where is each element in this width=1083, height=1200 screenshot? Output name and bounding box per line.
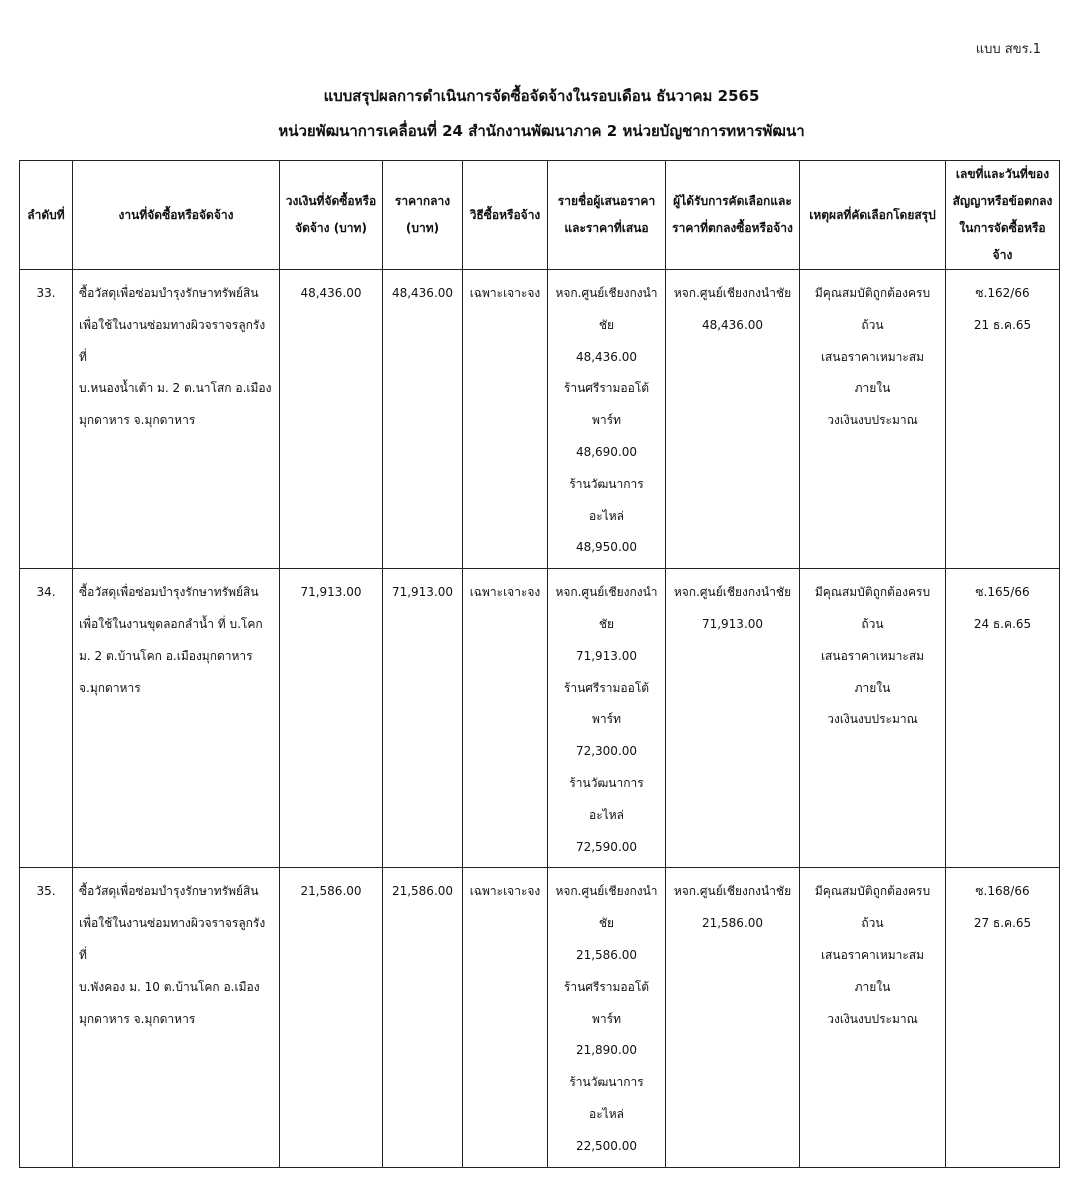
cell-item-line: บ.พังคอง ม. 10 ต.บ้านโคก อ.เมือง	[79, 979, 260, 994]
cell-reason-line: มีคุณสมบัติถูกต้องครบถ้วน	[814, 884, 931, 931]
cell-median-price: 71,913.00	[383, 569, 463, 868]
header-budget-line: วงเงินที่จัดซื้อหรือ	[285, 194, 377, 208]
cell-item	[73, 569, 280, 868]
cell-budget: 48,436.00	[280, 270, 383, 569]
cell-bidders-line: 22,500.00	[575, 1138, 638, 1153]
header-contract-line: สัญญาหรือข้อตกลง	[952, 194, 1053, 208]
cell-contract-line: ซ.165/66	[975, 585, 1030, 600]
cell-method: เฉพาะเจาะจง	[463, 569, 548, 868]
cell-no: 35.	[20, 868, 73, 1167]
header-median-price	[383, 161, 463, 270]
cell-item-line: เพื่อใช้ในงานซ่อมทางผิวจราจรลูกรัง ที่	[79, 916, 266, 962]
cell-reason-line: วงเงินงบประมาณ	[827, 413, 918, 428]
cell-bidders-line: 48,690.00	[575, 444, 638, 459]
cell-item-line: จ.มุกดาหาร	[79, 680, 141, 695]
cell-item-line: มุกดาหาร จ.มุกดาหาร	[79, 1011, 196, 1026]
cell-winner-line: หจก.ศูนย์เชียงกงนำชัย	[673, 585, 792, 600]
cell-bidders-line: 71,913.00	[575, 648, 638, 663]
header-contract-line: เลขที่และวันที่ของ	[955, 167, 1050, 181]
header-item-line: งานที่จัดซื้อหรือจัดจ้าง	[118, 207, 234, 222]
cell-reason-line: มีคุณสมบัติถูกต้องครบถ้วน	[814, 286, 931, 332]
cell-budget: 21,586.00	[280, 868, 383, 1167]
header-reason-line: เหตุผลที่คัดเลือกโดยสรุป	[809, 207, 936, 222]
header-budget-line: จัดจ้าง (บาท)	[295, 221, 367, 235]
cell-winner	[666, 868, 800, 1167]
cell-reason-line: เสนอราคาเหมาะสมภายใน	[820, 947, 925, 994]
cell-bidders-line: ร้านศรีรามออโต้พาร์ท	[563, 381, 650, 428]
cell-winner-line: 21,586.00	[701, 916, 764, 931]
cell-item	[73, 270, 280, 569]
cell-item-line: มุกดาหาร จ.มุกดาหาร	[79, 413, 196, 428]
cell-contract	[946, 569, 1060, 868]
cell-method: เฉพาะเจาะจง	[463, 868, 548, 1167]
cell-bidders-line: 21,890.00	[575, 1043, 638, 1058]
header-contract	[946, 161, 1060, 270]
cell-bidders	[548, 569, 666, 868]
cell-contract-line: ซ.162/66	[975, 286, 1030, 300]
table-header-row	[20, 161, 1060, 270]
cell-reason-line: เสนอราคาเหมาะสมภายใน	[820, 349, 925, 396]
cell-reason	[800, 569, 946, 868]
cell-contract-line: 24 ธ.ค.65	[973, 616, 1032, 631]
procurement-table	[19, 160, 1060, 1168]
header-no-line: ลำดับที่	[27, 207, 65, 222]
header-winner-line: ราคาที่ตกลงซื้อหรือจ้าง	[672, 221, 793, 235]
cell-reason-line: วงเงินงบประมาณ	[827, 1011, 918, 1026]
cell-contract-line: 21 ธ.ค.65	[973, 317, 1032, 332]
table-row	[20, 270, 1060, 569]
cell-winner	[666, 270, 800, 569]
cell-contract-line: 27 ธ.ค.65	[973, 916, 1032, 931]
cell-item-line: ซื้อวัสดุเพื่อซ่อมบำรุงรักษาทรัพย์สิน	[79, 585, 259, 600]
cell-method: เฉพาะเจาะจง	[463, 270, 548, 569]
cell-bidders-line: หจก.ศูนย์เชียงกงนำชัย	[555, 884, 658, 931]
header-winner-line: ผู้ได้รับการคัดเลือกและ	[673, 194, 792, 208]
cell-item-line: ซื้อวัสดุเพื่อซ่อมบำรุงรักษาทรัพย์สิน	[79, 884, 259, 899]
cell-reason-line: มีคุณสมบัติถูกต้องครบถ้วน	[814, 585, 931, 631]
header-contract-line: ในการจัดซื้อหรือจ้าง	[959, 221, 1046, 262]
cell-bidders-line: ร้านศรีรามออโต้พาร์ท	[563, 979, 650, 1026]
cell-item-line: บ.หนองน้ำเต้า ม. 2 ต.นาโสก อ.เมือง	[79, 381, 272, 396]
cell-winner-line: 48,436.00	[701, 317, 764, 332]
cell-reason	[800, 868, 946, 1167]
table-row	[20, 569, 1060, 868]
cell-bidders-line: ร้านวัฒนาการอะไหล่	[569, 476, 644, 523]
cell-median-price: 21,586.00	[383, 868, 463, 1167]
cell-bidders-line: หจก.ศูนย์เชียงกงนำชัย	[555, 286, 658, 332]
header-winner	[666, 161, 800, 270]
header-bidders-line: และราคาที่เสนอ	[564, 221, 649, 235]
cell-bidders-line: 72,300.00	[575, 744, 638, 759]
cell-budget: 71,913.00	[280, 569, 383, 868]
header-bidders-line: รายชื่อผู้เสนอราคา	[557, 194, 656, 208]
header-method	[463, 161, 548, 270]
table-row	[20, 868, 1060, 1167]
cell-winner-line: 71,913.00	[701, 616, 764, 631]
cell-median-price: 48,436.00	[383, 270, 463, 569]
cell-winner-line: หจก.ศูนย์เชียงกงนำชัย	[673, 286, 792, 300]
cell-bidders-line: ร้านศรีรามออโต้พาร์ท	[563, 680, 650, 727]
cell-bidders	[548, 868, 666, 1167]
header-median-price-line: ราคากลาง	[394, 194, 451, 208]
cell-item	[73, 868, 280, 1167]
header-bidders	[548, 161, 666, 270]
cell-contract	[946, 270, 1060, 569]
cell-no: 33.	[20, 270, 73, 569]
cell-bidders-line: หจก.ศูนย์เชียงกงนำชัย	[555, 585, 658, 631]
header-item	[73, 161, 280, 270]
cell-bidders-line: ร้านวัฒนาการอะไหล่	[569, 775, 644, 822]
form-code: แบบ สขร.1	[975, 42, 1041, 57]
cell-no: 34.	[20, 569, 73, 868]
cell-winner	[666, 569, 800, 868]
cell-contract	[946, 868, 1060, 1167]
header-method-line: วิธีซื้อหรือจ้าง	[469, 207, 541, 222]
cell-bidders-line: ร้านวัฒนาการอะไหล่	[569, 1075, 644, 1121]
cell-bidders-line: 21,586.00	[575, 947, 638, 962]
report-subtitle: หน่วยพัฒนาการเคลื่อนที่ 24 สำนักงานพัฒนาภาค 2 หน่วยบัญชาการทหารพัฒนา	[278, 122, 805, 140]
cell-reason-line: เสนอราคาเหมาะสมภายใน	[820, 648, 925, 695]
report-title: แบบสรุปผลการดำเนินการจัดซื้อจัดจ้างในรอบเดือน ธันวาคม 2565	[323, 87, 760, 105]
cell-contract-line: ซ.168/66	[975, 884, 1030, 899]
header-no	[20, 161, 73, 270]
header-median-price-line: (บาท)	[405, 221, 440, 235]
cell-bidders-line: 72,590.00	[575, 839, 638, 854]
cell-bidders	[548, 270, 666, 569]
cell-bidders-line: 48,436.00	[575, 349, 638, 364]
cell-winner-line: หจก.ศูนย์เชียงกงนำชัย	[673, 884, 792, 899]
header-budget	[280, 161, 383, 270]
cell-item-line: ม. 2 ต.บ้านโคก อ.เมืองมุกดาหาร	[79, 648, 253, 663]
cell-item-line: เพื่อใช้ในงานซ่อมทางผิวจราจรลูกรัง ที่	[79, 317, 266, 364]
cell-item-line: ซื้อวัสดุเพื่อซ่อมบำรุงรักษาทรัพย์สิน	[79, 286, 259, 300]
cell-reason-line: วงเงินงบประมาณ	[827, 712, 918, 727]
cell-item-line: เพื่อใช้ในงานขุดลอกลำน้ำ ที่ บ.โคก	[79, 616, 263, 631]
cell-reason	[800, 270, 946, 569]
cell-bidders-line: 48,950.00	[575, 540, 638, 555]
header-reason	[800, 161, 946, 270]
